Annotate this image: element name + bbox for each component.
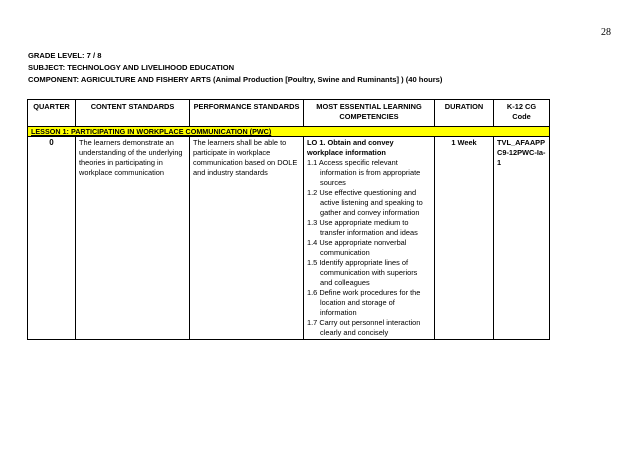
column-header-competencies: MOST ESSENTIAL LEARNING COMPETENCIES: [304, 100, 435, 127]
page-number: 28: [601, 27, 611, 38]
list-item: 1.2 Use effective questioning and active listening and speaking to gather and convey information: [307, 188, 423, 217]
subject: SUBJECT: TECHNOLOGY AND LIVELIHOOD EDUCATION: [28, 63, 235, 72]
list-item: 1.4 Use appropriate nonverbal communication: [307, 238, 407, 257]
lesson-title: LESSON 1: PARTICIPATING IN WORKPLACE COMMUNICATION (PWC): [28, 127, 550, 137]
competency-list: [307, 158, 431, 338]
column-header-duration: DURATION: [435, 100, 494, 127]
list-item: 1.7 Carry out personnel interaction clearly and concisely: [307, 318, 421, 337]
performance-standard-text: The learners shall be able to participate in workplace communication based on DOLE and industry standards: [193, 138, 298, 177]
performance-standard-cell: [190, 137, 304, 340]
column-header-content-standards: CONTENT STANDARDS: [76, 100, 190, 127]
column-header-quarter: QUARTER: [28, 100, 76, 127]
table-header-row: [28, 100, 550, 127]
content-standard-cell: [76, 137, 190, 340]
content-standard-text: The learners demonstrate an understanding of the underlying theories in participating in workplace communication: [79, 138, 183, 177]
list-item: 1.1 Access specific relevant information is from appropriate sources: [307, 158, 421, 187]
curriculum-table: [27, 99, 550, 340]
column-header-code: K-12 CG Code: [494, 100, 550, 127]
table-row: [28, 137, 550, 340]
column-header-performance-standards: PERFORMANCE STANDARDS: [190, 100, 304, 127]
list-item: 1.6 Define work procedures for the location and storage of information: [307, 288, 421, 317]
learning-outcome-title: LO 1. Obtain and convey workplace information: [307, 138, 394, 157]
quarter-cell: 0: [28, 137, 76, 340]
list-item: 1.5 Identify appropriate lines of communication with superiors and colleagues: [307, 258, 418, 287]
list-item: 1.3 Use appropriate medium to transfer information and ideas: [307, 218, 418, 237]
component: COMPONENT: AGRICULTURE AND FISHERY ARTS (Animal Production [Poultry, Swine and Ruminants] ) (40 hours): [28, 75, 443, 84]
duration-cell: 1 Week: [435, 137, 494, 340]
code-cell: TVL_AFAAPP C9-12PWC-Ia-1: [494, 137, 550, 340]
grade-level: GRADE LEVEL: 7 / 8: [28, 51, 102, 60]
lesson-title-row: [28, 127, 550, 137]
competencies-cell: [304, 137, 435, 340]
document-header: [28, 50, 442, 86]
